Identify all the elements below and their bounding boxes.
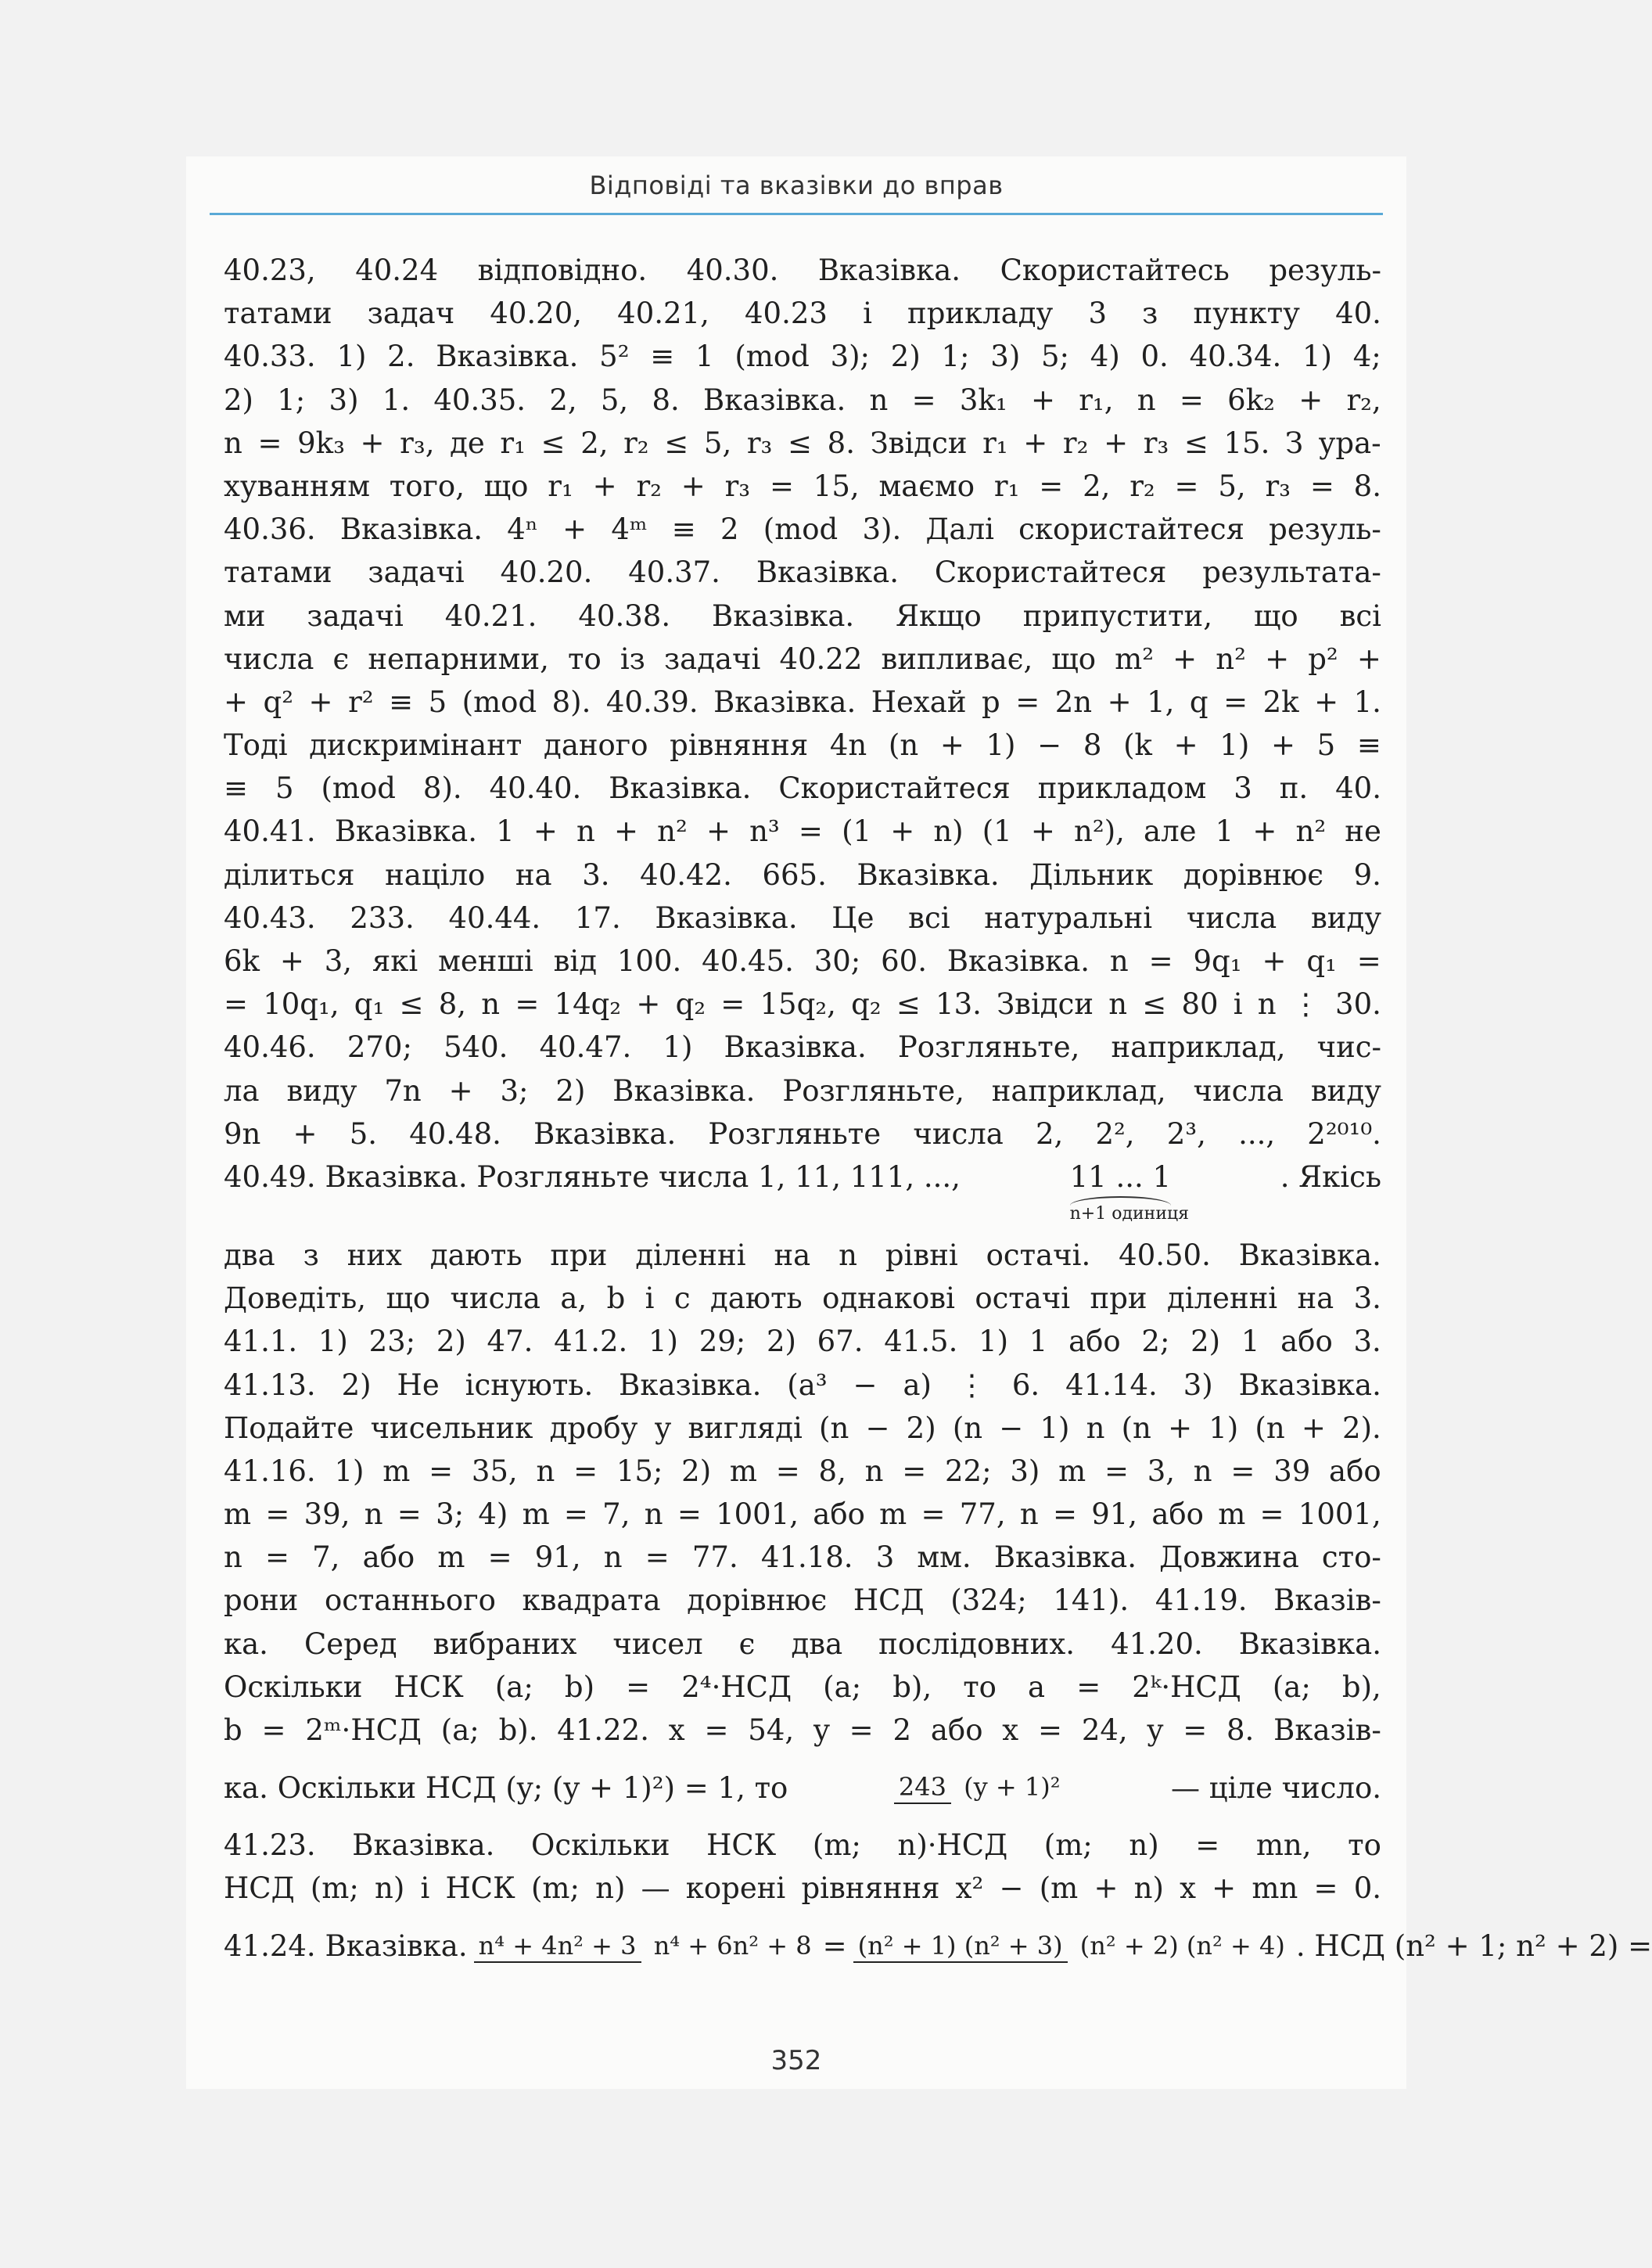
book-page <box>186 156 1652 2089</box>
brace-caption: n+1 одиниця <box>1070 1196 1171 1224</box>
fraction-1-denominator: n⁴ + 6n² + 8 <box>653 1930 812 1961</box>
text-line: 41.23. Вказівка. Оскільки НСК (m; n)·НСД (m; n) = mn, то <box>224 1828 1381 1863</box>
text-line: ка. Серед вибраних чисел є два послідовних. 41.20. Вказівка. <box>224 1626 1381 1661</box>
text-line: n = 9k₃ + r₃, де r₁ ≤ 2, r₂ ≤ 5, r₃ ≤ 8. Звідси r₁ + r₂ + r₃ ≤ 15. З ура- <box>224 426 1381 460</box>
text-line: ≡ 5 (mod 8). 40.40. Вказівка. Скористайтеся прикладом 3 п. 40. <box>224 771 1381 806</box>
text-line: 40.36. Вказівка. 4ⁿ + 4ᵐ ≡ 2 (mod 3). Далі скористайтеся резуль- <box>224 512 1381 547</box>
header-title: Відповіді та вказівки до вправ <box>589 171 1004 200</box>
fraction <box>894 1771 1065 1804</box>
fraction-2 <box>853 1930 1290 1963</box>
text-line: 40.43. 233. 40.44. 17. Вказівка. Це всі натуральні числа виду <box>224 900 1381 935</box>
text-line: хуванням того, що r₁ + r₂ + r₃ = 15, маємо r₁ = 2, r₂ = 5, r₃ = 8. <box>224 469 1381 503</box>
answers-text <box>224 249 1652 1982</box>
fraction-numerator: 243 <box>894 1773 951 1804</box>
text-line: ла виду 7n + 3; 2) Вказівка. Розгляньте, наприклад, числа виду <box>224 1073 1381 1108</box>
text-line-brace <box>224 1156 1381 1234</box>
text-line: Тоді дискримінант даного рівняння 4n (n + 1) − 8 (k + 1) + 5 ≡ <box>224 728 1381 763</box>
text-line: ми задачі 40.21. 40.38. Вказівка. Якщо припустити, що всі <box>224 598 1381 633</box>
page-header <box>210 156 1383 215</box>
text-line-fraction <box>224 1752 1381 1824</box>
text-line: ділиться націло на 3. 40.42. 665. Вказівка. Дільник дорівнює 9. <box>224 857 1381 892</box>
text-line: 2) 1; 3) 1. 40.35. 2, 5, 8. Вказівка. n = 3k₁ + r₁, n = 6k₂ + r₂, <box>224 383 1381 417</box>
brace-before: 40.49. Вказівка. Розгляньте числа 1, 11, 111, ..., <box>224 1159 961 1194</box>
text-line: два з них дають при діленні на n рівні остачі. 40.50. Вказівка. <box>224 1238 1381 1272</box>
last-after: . НСД (n² + 1; n² + 2) = <box>1295 1928 1652 1963</box>
text-block-b <box>224 1234 1381 1752</box>
text-line: татами задач 40.20, 40.21, 40.23 і прикладу 3 з пункту 40. <box>224 297 1381 331</box>
text-line: 40.33. 1) 2. Вказівка. 5² ≡ 1 (mod 3); 2) 1; 3) 5; 4) 0. 40.34. 1) 4; <box>224 340 1381 374</box>
text-line: 9n + 5. 40.48. Вказівка. Розгляньте числа 2, 2², 2³, ..., 2²⁰¹⁰. <box>224 1116 1381 1151</box>
text-line-last <box>224 1910 1652 1982</box>
braced-number <box>1069 1156 1190 1234</box>
text-block-c <box>224 1824 1381 1910</box>
brace-after: . Якісь <box>1280 1159 1381 1194</box>
text-line: 41.1. 1) 23; 2) 47. 41.2. 1) 29; 2) 67. 41.5. 1) 1 або 2; 2) 1 або 3. <box>224 1324 1381 1359</box>
text-line: 40.23, 40.24 відповідно. 40.30. Вказівка. Скористайтесь резуль- <box>224 253 1381 287</box>
fraction-2-denominator: (n² + 2) (n² + 4) <box>1079 1930 1285 1961</box>
text-line: Подайте чисельник дробу у вигляді (n − 2) (n − 1) n (n + 1) (n + 2). <box>224 1411 1381 1445</box>
text-line: m = 39, n = 3; 4) m = 7, n = 1001, або m = 77, n = 91, або m = 1001, <box>224 1497 1381 1532</box>
text-line: = 10q₁, q₁ ≤ 8, n = 14q₂ + q₂ = 15q₂, q₂ ≤ 13. Звідси n ≤ 80 і n ⋮ 30. <box>224 987 1381 1022</box>
text-line: татами задачі 40.20. 40.37. Вказівка. Скористайтеся результата- <box>224 555 1381 590</box>
equals-sign: = <box>822 1928 847 1963</box>
frac-after: — ціле число. <box>1171 1770 1381 1805</box>
frac-before: ка. Оскільки НСД (y; (y + 1)²) = 1, то <box>224 1770 788 1805</box>
text-line: 40.46. 270; 540. 40.47. 1) Вказівка. Розгляньте, наприклад, чис- <box>224 1030 1381 1065</box>
fraction-2-numerator: (n² + 1) (n² + 3) <box>853 1932 1068 1963</box>
fraction-1-numerator: n⁴ + 4n² + 3 <box>474 1932 641 1963</box>
text-line: 6k + 3, які менші від 100. 40.45. 30; 60. Вказівка. n = 9q₁ + q₁ = <box>224 944 1381 978</box>
fraction-1 <box>474 1930 817 1963</box>
text-line: b = 2ᵐ·НСД (a; b). 41.22. x = 54, y = 2 або x = 24, y = 8. Вказів- <box>224 1713 1381 1747</box>
braced-text: 11 ... 1 <box>1069 1159 1172 1194</box>
text-line: числа є непарними, то із задачі 40.22 випливає, що m² + n² + p² + <box>224 642 1381 676</box>
text-line: + q² + r² ≡ 5 (mod 8). 40.39. Вказівка. Нехай p = 2n + 1, q = 2k + 1. <box>224 685 1381 719</box>
page-number: 352 <box>770 2045 822 2076</box>
last-label: 41.24. Вказівка. <box>224 1928 468 1963</box>
fraction-denominator: (y + 1)² <box>964 1772 1061 1803</box>
text-line: рони останнього квадрата дорівнює НСД (324; 141). 41.19. Вказів- <box>224 1583 1381 1618</box>
text-line: n = 7, або m = 91, n = 77. 41.18. 3 мм. Вказівка. Довжина сто- <box>224 1540 1381 1575</box>
text-line: Доведіть, що числа a, b і c дають однакові остачі при діленні на 3. <box>224 1281 1381 1316</box>
text-line: Оскільки НСК (a; b) = 2⁴·НСД (a; b), то a = 2ᵏ·НСД (a; b), <box>224 1670 1381 1704</box>
text-line: 40.41. Вказівка. 1 + n + n² + n³ = (1 + n) (1 + n²), але 1 + n² не <box>224 814 1381 849</box>
text-block-a <box>224 249 1381 1156</box>
text-line: 41.16. 1) m = 35, n = 15; 2) m = 8, n = 22; 3) m = 3, n = 39 або <box>224 1454 1381 1488</box>
text-line: НСД (m; n) і НСК (m; n) — корені рівняння x² − (m + n) x + mn = 0. <box>224 1871 1381 1906</box>
text-line: 41.13. 2) Не існують. Вказівка. (a³ − a) ⋮ 6. 41.14. 3) Вказівка. <box>224 1368 1381 1402</box>
